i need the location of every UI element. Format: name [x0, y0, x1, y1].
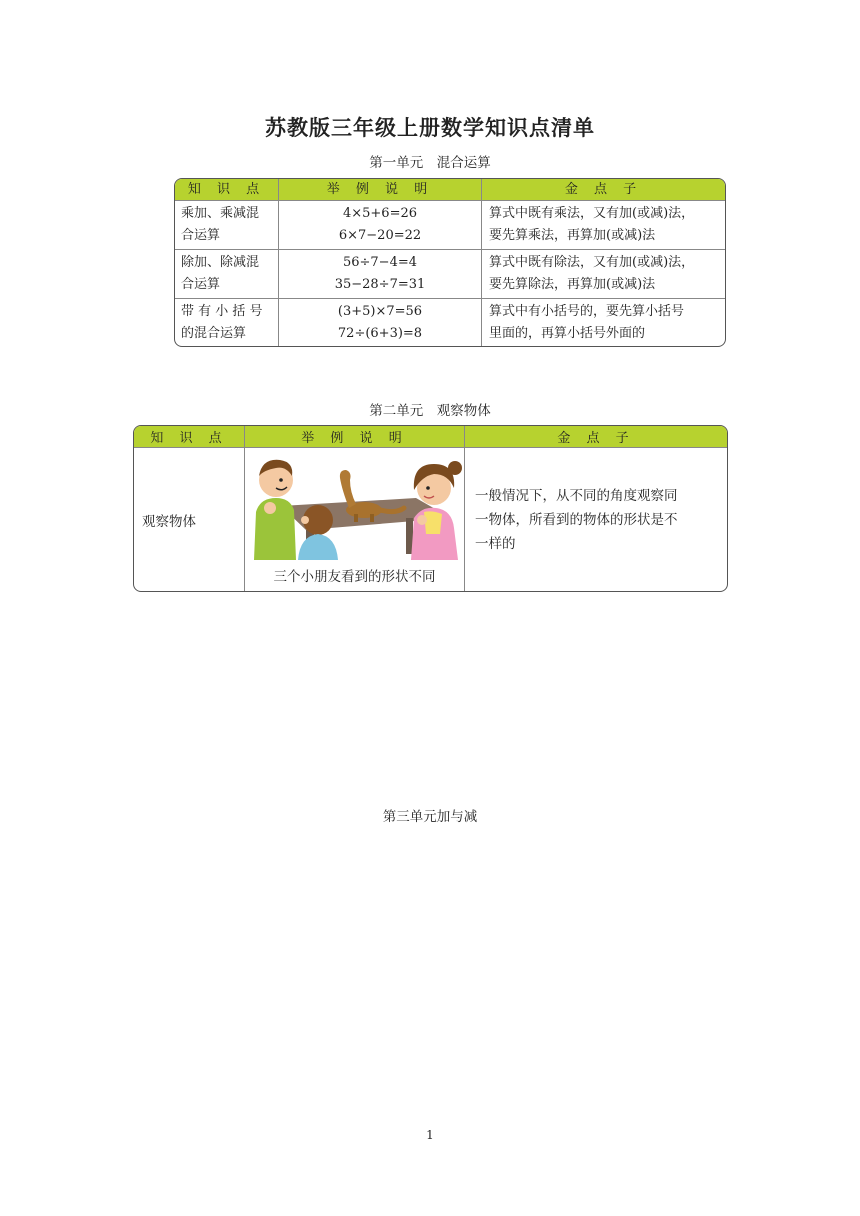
topic-line: 合运算 — [181, 277, 221, 292]
table-row — [134, 447, 727, 592]
topic-cell — [175, 201, 278, 249]
header-topic: 知 识 点 — [150, 431, 228, 446]
section1-heading: 第一单元 混合运算 — [369, 155, 491, 171]
topic-cell — [175, 299, 278, 347]
table-header-row — [134, 426, 727, 447]
header-examples: 举 例 说 明 — [244, 426, 464, 447]
header-examples: 举 例 说 明 — [278, 179, 481, 200]
tip-line: 算式中既有乘法，又有加(或减)法， — [489, 206, 695, 221]
tip-line: 里面的，再算小括号外面的 — [489, 326, 646, 341]
tip-cell — [481, 250, 725, 298]
tip-line: 一样的 — [475, 536, 516, 552]
example-line: 35−28÷7=31 — [334, 277, 426, 292]
topic-line: 合运算 — [181, 228, 221, 243]
tip-line: 要先算除法，再算加(或减)法 — [489, 277, 656, 292]
header-tips: 金 点 子 — [481, 179, 725, 200]
tip-line: 要先算乘法，再算加(或减)法 — [489, 228, 656, 243]
table-row — [175, 249, 725, 298]
table-observing-objects — [133, 425, 728, 592]
header-tips: 金 点 子 — [464, 426, 727, 447]
topic-line: 除加、除减混 — [181, 255, 260, 270]
tip-cell — [464, 448, 727, 592]
example-cell — [278, 250, 481, 298]
topic-line: 带 有 小 括 号 — [181, 304, 263, 319]
tip-line: 算式中有小括号的，要先算小括号 — [489, 304, 685, 319]
example-line: (3+5)×7=56 — [337, 304, 423, 319]
topic-cell — [175, 250, 278, 298]
header-topic: 知 识 点 — [187, 181, 266, 197]
example-line: 4×5+6=26 — [342, 206, 418, 221]
tip-line: 算式中既有除法，又有加(或减)法， — [489, 255, 695, 270]
section3-heading: 第三单元加与减 — [382, 809, 478, 825]
table-mixed-operations — [174, 178, 726, 347]
tip-line: 一般情况下，从不同的角度观察同 — [475, 488, 678, 504]
page-title: 苏教版三年级上册数学知识点清单 — [265, 116, 595, 140]
illustration-caption: 三个小朋友看到的形状不同 — [273, 569, 436, 585]
topic-line: 乘加、乘减混 — [181, 206, 260, 221]
example-line: 56÷7−4=4 — [342, 255, 418, 270]
example-cell — [278, 299, 481, 347]
table-row — [175, 298, 725, 347]
example-cell — [278, 201, 481, 249]
table-header-row — [175, 179, 725, 200]
topic-line: 的混合运算 — [181, 326, 247, 341]
table-row — [175, 200, 725, 249]
section2-heading: 第二单元 观察物体 — [369, 403, 491, 419]
topic-cell: 观察物体 — [142, 514, 196, 530]
example-cell — [244, 448, 464, 592]
tip-line: 一物体，所看到的物体的形状是不 — [475, 512, 678, 528]
example-line: 6×7−20=22 — [338, 228, 422, 243]
tip-cell — [481, 201, 725, 249]
page-number: 1 — [426, 1128, 434, 1142]
example-line: 72÷(6+3)=8 — [337, 326, 423, 341]
tip-cell — [481, 299, 725, 347]
children-observing-dinosaur-illustration — [246, 448, 464, 560]
